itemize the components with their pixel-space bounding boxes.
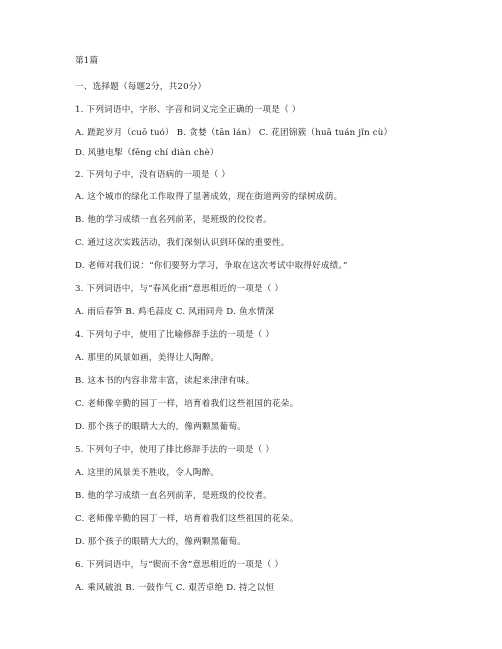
q4-option-b: B. 这本书的内容非常丰富，读起来津津有味。 xyxy=(75,376,255,386)
question-3: 3. 下列词语中，与“春风化雨”意思相近的一项是（ ） xyxy=(75,284,284,294)
q5-option-b: B. 他的学习成绩一直名列前茅，是班级的佼佼者。 xyxy=(75,491,273,501)
question-5: 5. 下列句子中，使用了排比修辞手法的一项是（ ） xyxy=(75,445,275,455)
question-1: 1. 下列词语中，字形、字音和词义完全正确的一项是（ ） xyxy=(75,105,301,115)
question-4: 4. 下列句子中，使用了比喻修辞手法的一项是（ ） xyxy=(75,330,275,340)
q5-option-d: D. 那个孩子的眼睛大大的，像两颗黑葡萄。 xyxy=(75,537,246,547)
q3-options: A. 雨后春笋 B. 鸡毛蒜皮 C. 风雨同舟 D. 鱼水情深 xyxy=(75,307,275,317)
q1-option-abc: A. 蹉跎岁月（cuō tuó） B. 贪婪（tān lán） C. 花团锦簇（huā tuán jǐn cù） xyxy=(75,128,393,138)
q2-option-b: B. 他的学习成绩一直名列前茅，是班级的佼佼者。 xyxy=(75,215,273,225)
page-heading: 第1篇 xyxy=(75,56,99,66)
q2-option-c: C. 通过这次实践活动，我们深刻认识到环保的重要性。 xyxy=(75,238,290,248)
question-6: 6. 下列词语中，与“锲而不舍”意思相近的一项是（ ） xyxy=(75,560,284,570)
q4-option-c: C. 老师像辛勤的园丁一样，培育着我们这些祖国的花朵。 xyxy=(75,399,299,409)
q1-option-d: D. 风驰电掣（fēng chí diàn chè） xyxy=(75,148,219,158)
q4-option-a: A. 那里的风景如画，美得让人陶醉。 xyxy=(75,353,220,363)
question-2: 2. 下列句子中，没有语病的一项是（ ） xyxy=(75,170,231,180)
q6-options: A. 乘风破浪 B. 一鼓作气 C. 艰苦卓绝 D. 持之以恒 xyxy=(75,583,275,593)
q5-option-c: C. 老师像辛勤的园丁一样，培育着我们这些祖国的花朵。 xyxy=(75,514,299,524)
q2-option-d: D. 老师对我们说：“你们要努力学习，争取在这次考试中取得好成绩。” xyxy=(75,261,348,271)
q4-option-d: D. 那个孩子的眼睛大大的，像两颗黑葡萄。 xyxy=(75,422,246,432)
section-title: 一、选择题（每题2分，共20分） xyxy=(75,82,207,92)
q2-option-a: A. 这个城市的绿化工作取得了显著成效，现在街道两旁的绿树成荫。 xyxy=(75,192,343,202)
q5-option-a: A. 这里的风景美不胜收，令人陶醉。 xyxy=(75,468,220,478)
